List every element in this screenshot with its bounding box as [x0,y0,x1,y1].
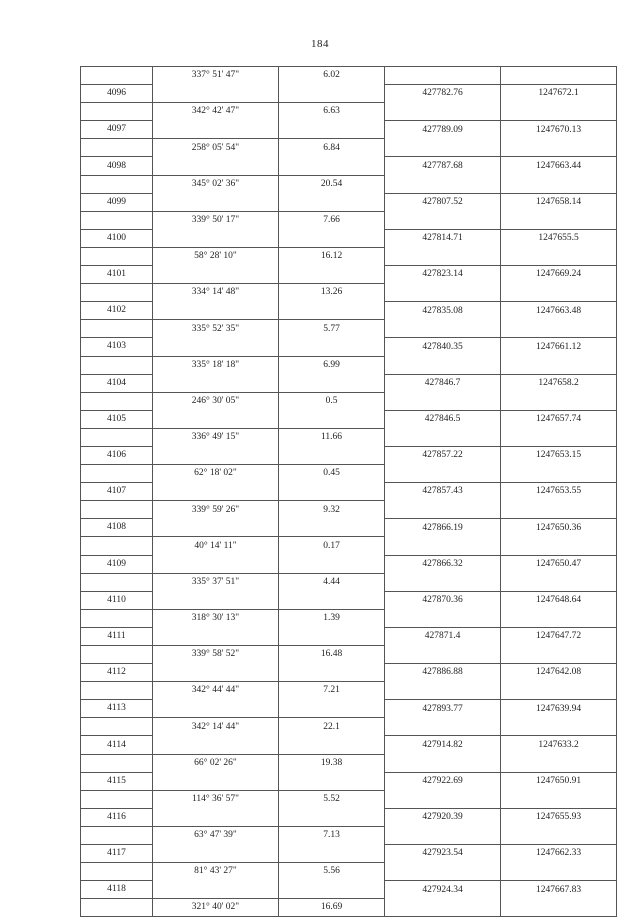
empty-cell [153,881,279,899]
coordinate-table-container [80,66,616,917]
empty-cell [385,826,501,844]
empty-cell [279,555,385,573]
east-coordinate-cell: 1247663.48 [501,302,617,320]
bearing-row [81,718,617,736]
bearing-cell: 63° 47' 39" [153,826,279,844]
bearing-row [81,356,617,374]
bearing-cell: 335° 37' 51" [153,573,279,591]
distance-cell: 20.54 [279,175,385,193]
north-coordinate-cell: 427923.54 [385,845,501,863]
empty-cell [153,483,279,501]
bearing-row [81,284,617,302]
bearing-cell: 336° 49' 15" [153,428,279,446]
point-row [81,881,617,899]
empty-cell [385,537,501,555]
page-number: 184 [311,38,329,50]
empty-cell [385,67,501,85]
distance-cell: 5.52 [279,790,385,808]
distance-cell: 16.12 [279,247,385,265]
north-coordinate-cell: 427914.82 [385,736,501,754]
empty-cell [385,211,501,229]
bearing-cell: 58° 28' 10" [153,247,279,265]
north-coordinate-cell: 427814.71 [385,229,501,247]
empty-cell [501,320,617,338]
point-row [81,736,617,754]
bearing-row [81,392,617,410]
bearing-cell: 342° 14' 44" [153,718,279,736]
empty-cell [153,736,279,754]
point-id-cell: 4100 [81,229,153,247]
north-coordinate-cell: 427870.36 [385,591,501,609]
bearing-row [81,790,617,808]
bearing-cell: 334° 14' 48" [153,284,279,302]
point-row [81,627,617,645]
bearing-cell: 114° 36' 57" [153,790,279,808]
distance-cell: 9.32 [279,501,385,519]
point-id-cell: 4102 [81,302,153,320]
north-coordinate-cell: 427922.69 [385,772,501,790]
empty-cell [81,899,153,917]
point-id-cell: 4104 [81,374,153,392]
empty-cell [385,863,501,881]
empty-cell [501,790,617,808]
distance-cell: 7.21 [279,682,385,700]
empty-cell [279,627,385,645]
coordinate-table-body [81,67,617,917]
bearing-row [81,537,617,555]
empty-cell [279,664,385,682]
distance-cell: 6.02 [279,67,385,85]
point-id-cell: 4107 [81,483,153,501]
bearing-row [81,139,617,157]
bearing-cell: 318° 30' 13" [153,609,279,627]
empty-cell [81,609,153,627]
empty-cell [81,501,153,519]
point-id-cell: 4108 [81,519,153,537]
bearing-cell: 339° 58' 52" [153,646,279,664]
bearing-row [81,67,617,85]
distance-cell: 13.26 [279,284,385,302]
bearing-cell: 339° 59' 26" [153,501,279,519]
north-coordinate-cell: 427857.22 [385,446,501,464]
empty-cell [153,229,279,247]
empty-cell [81,718,153,736]
empty-cell [81,428,153,446]
east-coordinate-cell: 1247650.36 [501,519,617,537]
empty-cell [153,591,279,609]
empty-cell [81,211,153,229]
empty-cell [279,374,385,392]
empty-cell [385,428,501,446]
distance-cell: 7.66 [279,211,385,229]
empty-cell [279,772,385,790]
point-row [81,591,617,609]
empty-cell [385,501,501,519]
bearing-row [81,501,617,519]
empty-cell [279,736,385,754]
point-row [81,85,617,103]
point-row [81,664,617,682]
east-coordinate-cell: 1247633.2 [501,736,617,754]
empty-cell [501,67,617,85]
empty-cell [385,682,501,700]
point-row [81,410,617,428]
distance-cell: 22.1 [279,718,385,736]
bearing-row [81,754,617,772]
empty-cell [279,229,385,247]
east-coordinate-cell: 1247670.13 [501,121,617,139]
point-id-cell: 4103 [81,338,153,356]
east-coordinate-cell: 1247672.1 [501,85,617,103]
empty-cell [153,627,279,645]
empty-cell [279,700,385,718]
empty-cell [385,646,501,664]
empty-cell [279,591,385,609]
bearing-cell: 40° 14' 11" [153,537,279,555]
empty-cell [81,247,153,265]
point-row [81,483,617,501]
empty-cell [153,700,279,718]
empty-cell [501,139,617,157]
bearing-row [81,320,617,338]
bearing-cell: 321° 40' 02" [153,899,279,917]
bearing-cell: 337° 51' 47" [153,67,279,85]
distance-cell: 6.63 [279,103,385,121]
point-row [81,266,617,284]
point-row [81,808,617,826]
bearing-cell: 335° 52' 35" [153,320,279,338]
point-row [81,374,617,392]
east-coordinate-cell: 1247663.44 [501,157,617,175]
point-row [81,338,617,356]
empty-cell [279,410,385,428]
empty-cell [501,826,617,844]
point-row [81,302,617,320]
distance-cell: 7.13 [279,826,385,844]
east-coordinate-cell: 1247662.33 [501,845,617,863]
north-coordinate-cell: 427893.77 [385,700,501,718]
empty-cell [153,302,279,320]
north-coordinate-cell: 427840.35 [385,338,501,356]
empty-cell [81,754,153,772]
empty-cell [501,718,617,736]
east-coordinate-cell: 1247650.47 [501,555,617,573]
empty-cell [385,392,501,410]
east-coordinate-cell: 1247657.74 [501,410,617,428]
distance-cell: 6.84 [279,139,385,157]
point-id-cell: 4098 [81,157,153,175]
empty-cell [501,284,617,302]
empty-cell [501,501,617,519]
east-coordinate-cell: 1247658.14 [501,193,617,211]
empty-cell [279,338,385,356]
point-id-cell: 4096 [81,85,153,103]
distance-cell: 16.48 [279,646,385,664]
point-id-cell: 4099 [81,193,153,211]
east-coordinate-cell: 1247667.83 [501,881,617,899]
point-id-cell: 4118 [81,881,153,899]
east-coordinate-cell: 1247658.2 [501,374,617,392]
empty-cell [81,175,153,193]
empty-cell [501,863,617,881]
bearing-cell: 345° 02' 36" [153,175,279,193]
point-row [81,519,617,537]
empty-cell [153,519,279,537]
empty-cell [279,483,385,501]
point-row [81,446,617,464]
north-coordinate-cell: 427835.08 [385,302,501,320]
north-coordinate-cell: 427871.4 [385,627,501,645]
empty-cell [501,573,617,591]
distance-cell: 19.38 [279,754,385,772]
empty-cell [385,609,501,627]
north-coordinate-cell: 427846.5 [385,410,501,428]
point-id-cell: 4109 [81,555,153,573]
north-coordinate-cell: 427886.88 [385,664,501,682]
point-id-cell: 4105 [81,410,153,428]
empty-cell [279,193,385,211]
empty-cell [81,790,153,808]
point-id-cell: 4114 [81,736,153,754]
coordinate-table [80,66,617,917]
empty-cell [153,157,279,175]
point-id-cell: 4116 [81,808,153,826]
empty-cell [81,392,153,410]
distance-cell: 0.45 [279,465,385,483]
point-row [81,700,617,718]
empty-cell [501,754,617,772]
empty-cell [81,646,153,664]
point-id-cell: 4111 [81,627,153,645]
empty-cell [153,664,279,682]
empty-cell [385,899,501,917]
bearing-row [81,826,617,844]
north-coordinate-cell: 427823.14 [385,266,501,284]
empty-cell [153,193,279,211]
east-coordinate-cell: 1247655.93 [501,808,617,826]
point-id-cell: 4115 [81,772,153,790]
point-id-cell: 4113 [81,700,153,718]
empty-cell [501,356,617,374]
empty-cell [81,863,153,881]
distance-cell: 16.69 [279,899,385,917]
distance-cell: 11.66 [279,428,385,446]
bearing-row [81,428,617,446]
east-coordinate-cell: 1247653.15 [501,446,617,464]
bearing-row [81,465,617,483]
distance-cell: 4.44 [279,573,385,591]
empty-cell [279,121,385,139]
empty-cell [81,465,153,483]
east-coordinate-cell: 1247642.08 [501,664,617,682]
north-coordinate-cell: 427789.09 [385,121,501,139]
empty-cell [385,790,501,808]
point-row [81,555,617,573]
empty-cell [153,85,279,103]
bearing-row [81,646,617,664]
bearing-cell: 66° 02' 26" [153,754,279,772]
point-row [81,772,617,790]
empty-cell [153,555,279,573]
point-id-cell: 4112 [81,664,153,682]
empty-cell [153,374,279,392]
empty-cell [153,410,279,428]
east-coordinate-cell: 1247669.24 [501,266,617,284]
empty-cell [81,537,153,555]
north-coordinate-cell: 427857.43 [385,483,501,501]
empty-cell [385,356,501,374]
point-id-cell: 4106 [81,446,153,464]
bearing-cell: 246° 30' 05" [153,392,279,410]
empty-cell [153,808,279,826]
empty-cell [501,682,617,700]
empty-cell [501,428,617,446]
point-id-cell: 4110 [81,591,153,609]
point-id-cell: 4101 [81,266,153,284]
bearing-cell: 335° 18' 18" [153,356,279,374]
north-coordinate-cell: 427924.34 [385,881,501,899]
distance-cell: 1.39 [279,609,385,627]
empty-cell [279,519,385,537]
empty-cell [153,845,279,863]
point-id-cell: 4097 [81,121,153,139]
bearing-row [81,609,617,627]
empty-cell [385,175,501,193]
bearing-cell: 62° 18' 02" [153,465,279,483]
empty-cell [279,302,385,320]
empty-cell [385,284,501,302]
north-coordinate-cell: 427866.32 [385,555,501,573]
distance-cell: 5.56 [279,863,385,881]
empty-cell [279,808,385,826]
empty-cell [153,772,279,790]
bearing-row [81,682,617,700]
east-coordinate-cell: 1247648.64 [501,591,617,609]
distance-cell: 0.5 [279,392,385,410]
empty-cell [501,247,617,265]
bearing-cell: 258° 05' 54" [153,139,279,157]
point-row [81,121,617,139]
north-coordinate-cell: 427920.39 [385,808,501,826]
empty-cell [153,446,279,464]
empty-cell [81,826,153,844]
empty-cell [385,754,501,772]
north-coordinate-cell: 427866.19 [385,519,501,537]
north-coordinate-cell: 427846.7 [385,374,501,392]
north-coordinate-cell: 427807.52 [385,193,501,211]
empty-cell [153,338,279,356]
point-id-cell: 4117 [81,845,153,863]
empty-cell [385,573,501,591]
point-row [81,157,617,175]
empty-cell [385,320,501,338]
point-row [81,193,617,211]
bearing-row [81,211,617,229]
empty-cell [501,609,617,627]
empty-cell [501,537,617,555]
empty-cell [279,85,385,103]
north-coordinate-cell: 427782.76 [385,85,501,103]
empty-cell [501,646,617,664]
bearing-row [81,899,617,917]
bearing-row [81,103,617,121]
bearing-row [81,175,617,193]
empty-cell [279,845,385,863]
empty-cell [81,356,153,374]
empty-cell [385,247,501,265]
empty-cell [279,266,385,284]
empty-cell [501,465,617,483]
east-coordinate-cell: 1247655.5 [501,229,617,247]
bearing-cell: 342° 44' 44" [153,682,279,700]
empty-cell [81,67,153,85]
empty-cell [501,899,617,917]
empty-cell [279,446,385,464]
point-row [81,229,617,247]
bearing-row [81,863,617,881]
empty-cell [501,175,617,193]
east-coordinate-cell: 1247647.72 [501,627,617,645]
distance-cell: 6.99 [279,356,385,374]
empty-cell [385,103,501,121]
empty-cell [153,121,279,139]
point-row [81,845,617,863]
empty-cell [385,139,501,157]
empty-cell [501,103,617,121]
bearing-cell: 342° 42' 47" [153,103,279,121]
distance-cell: 5.77 [279,320,385,338]
distance-cell: 0.17 [279,537,385,555]
empty-cell [279,157,385,175]
empty-cell [81,682,153,700]
bearing-row [81,247,617,265]
bearing-cell: 339° 50' 17" [153,211,279,229]
empty-cell [501,392,617,410]
empty-cell [81,320,153,338]
empty-cell [81,139,153,157]
empty-cell [385,718,501,736]
east-coordinate-cell: 1247653.55 [501,483,617,501]
bearing-cell: 81° 43' 27" [153,863,279,881]
east-coordinate-cell: 1247639.94 [501,700,617,718]
east-coordinate-cell: 1247650.91 [501,772,617,790]
bearing-row [81,573,617,591]
empty-cell [279,881,385,899]
empty-cell [81,573,153,591]
empty-cell [501,211,617,229]
empty-cell [385,465,501,483]
empty-cell [81,103,153,121]
east-coordinate-cell: 1247661.12 [501,338,617,356]
empty-cell [81,284,153,302]
empty-cell [153,266,279,284]
north-coordinate-cell: 427787.68 [385,157,501,175]
